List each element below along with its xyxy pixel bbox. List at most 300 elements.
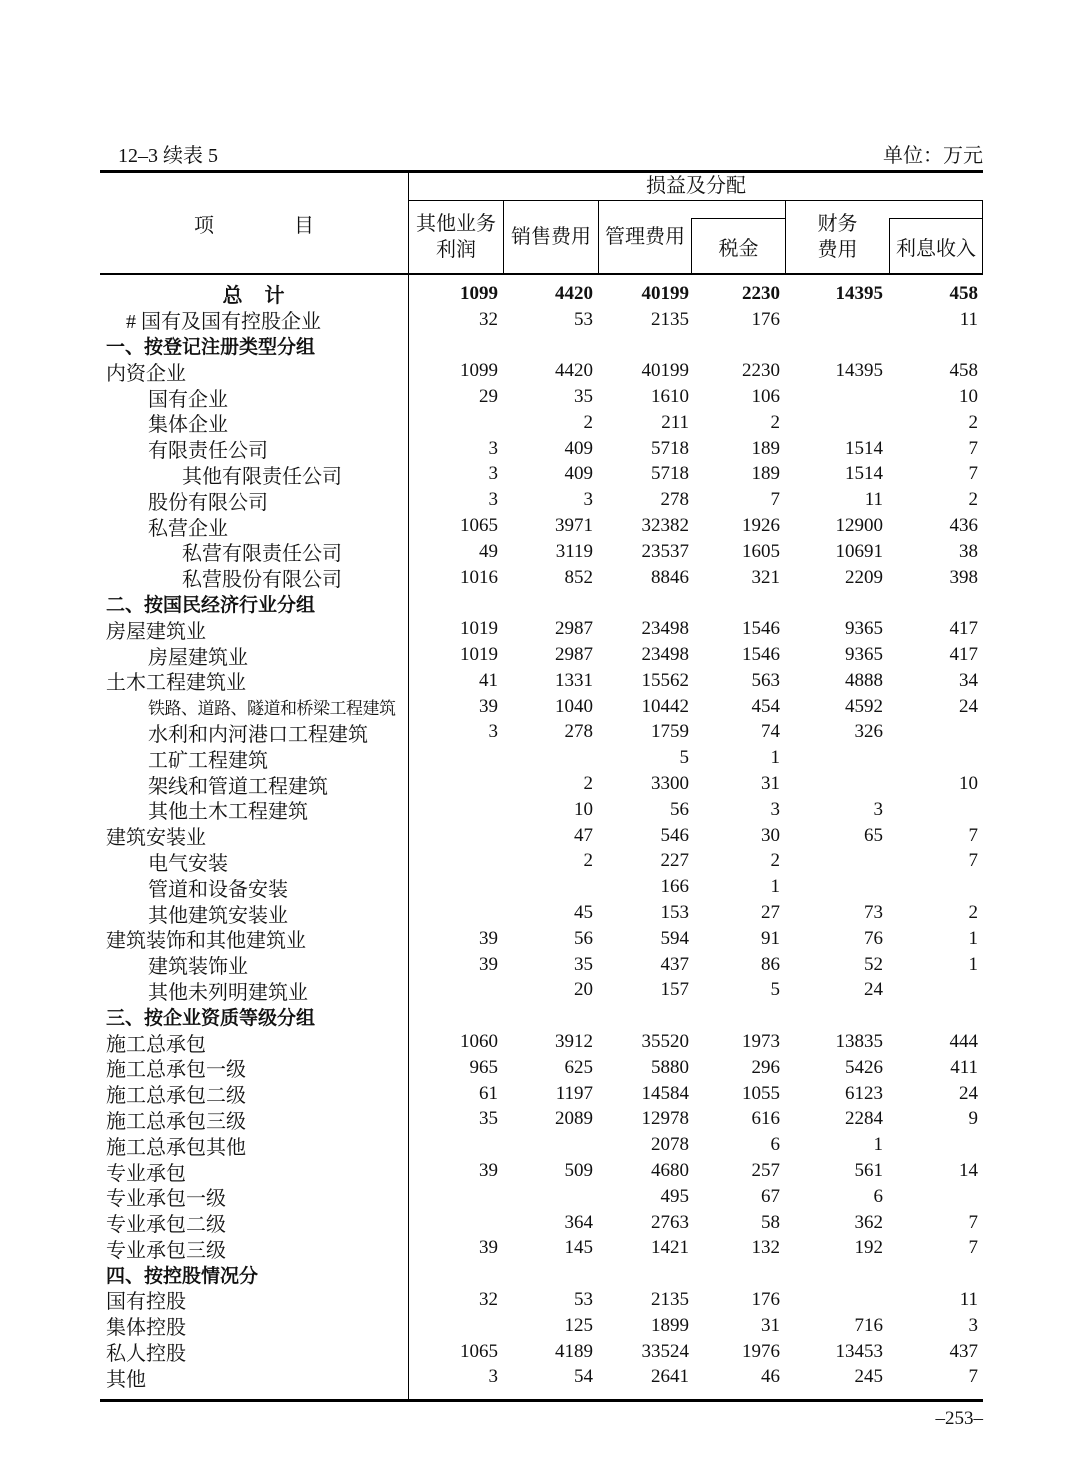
row-label: 私营有限责任公司 — [182, 543, 342, 566]
value-cell: 56 — [574, 927, 593, 949]
value-cell: 2 — [968, 489, 978, 511]
value-cell: 495 — [660, 1185, 689, 1207]
value-cell: 3971 — [555, 515, 593, 537]
table-row — [100, 1339, 983, 1365]
table-row — [100, 642, 983, 668]
row-label: 总 计 — [222, 285, 286, 308]
value-cell: 86 — [761, 953, 780, 975]
value-cell: 2987 — [555, 618, 593, 640]
value-cell: 2 — [583, 773, 593, 795]
group-header: 损益及分配 — [409, 173, 983, 201]
row-label: 专业承包三级 — [106, 1239, 226, 1262]
row-label: 房屋建筑业 — [106, 620, 206, 643]
value-cell: 145 — [564, 1237, 593, 1259]
table-row — [100, 539, 983, 565]
col-header-line: 利润 — [436, 239, 476, 261]
row-label: 工矿工程建筑 — [148, 749, 268, 772]
row-label: 建筑装饰和其他建筑业 — [106, 930, 306, 953]
value-cell: 7 — [968, 1366, 978, 1388]
value-cell: 458 — [949, 282, 978, 304]
value-cell: 594 — [660, 927, 689, 949]
value-cell: 153 — [660, 902, 689, 924]
value-cell: 73 — [864, 902, 883, 924]
value-cell: 3 — [488, 721, 498, 743]
value-cell: 2763 — [651, 1211, 689, 1233]
value-cell: 176 — [751, 308, 780, 330]
value-cell: 409 — [564, 463, 593, 485]
statistics-table — [100, 170, 983, 1402]
value-cell: 509 — [564, 1159, 593, 1181]
value-cell: 5426 — [845, 1056, 883, 1078]
table-body — [100, 275, 983, 1402]
table-number-label: 12–3 续表 5 — [118, 145, 218, 167]
table-row — [100, 694, 983, 720]
row-label: 私营企业 — [148, 517, 228, 540]
table-row — [100, 462, 983, 488]
row-label: 专业承包二级 — [106, 1214, 226, 1237]
value-cell: 437 — [660, 953, 689, 975]
row-label: 集体控股 — [106, 1317, 186, 1340]
table-row — [100, 926, 983, 952]
value-cell: 1060 — [460, 1031, 498, 1052]
value-cell: 1514 — [845, 463, 883, 485]
item-data-divider — [408, 275, 409, 1399]
value-cell: 31 — [761, 1314, 780, 1336]
table-row — [100, 668, 983, 694]
value-cell: 29 — [479, 386, 498, 408]
value-cell: 53 — [574, 1288, 593, 1310]
value-cell: 23537 — [641, 540, 689, 562]
table-row — [100, 436, 983, 462]
value-cell: 23498 — [641, 618, 689, 640]
value-cell: 1 — [968, 927, 978, 949]
value-cell: 67 — [761, 1185, 780, 1207]
value-cell: 2135 — [651, 308, 689, 330]
value-cell: 35520 — [641, 1031, 689, 1052]
table-row — [100, 384, 983, 410]
value-cell: 278 — [564, 721, 593, 743]
col-header-taxes-cell — [691, 201, 786, 273]
value-cell: 7 — [968, 824, 978, 846]
row-label: 土木工程建筑业 — [106, 672, 246, 695]
value-cell: 2 — [583, 411, 593, 433]
table-row — [100, 1055, 983, 1081]
value-cell: 74 — [761, 721, 780, 743]
value-cell: 1016 — [460, 566, 498, 588]
value-cell: 11 — [864, 489, 883, 511]
value-cell: 4189 — [555, 1340, 593, 1362]
value-cell: 189 — [751, 463, 780, 485]
row-label: 施工总承包三级 — [106, 1110, 246, 1133]
value-cell: 1065 — [460, 515, 498, 537]
value-cell: 32 — [479, 308, 498, 330]
value-cell: 5718 — [651, 437, 689, 459]
value-cell: 10691 — [835, 540, 883, 562]
row-label: 其他未列明建筑业 — [148, 981, 308, 1004]
table-row — [100, 745, 983, 771]
col-header-selling-expenses: 销售费用 — [504, 201, 599, 273]
value-cell: 326 — [854, 721, 883, 743]
value-cell: 47 — [574, 824, 593, 846]
table-row — [100, 1081, 983, 1107]
value-cell: 189 — [751, 437, 780, 459]
row-label: 电气安装 — [148, 852, 228, 875]
value-cell: 7 — [968, 463, 978, 485]
value-cell: 1899 — [651, 1314, 689, 1336]
row-label: 私营股份有限公司 — [182, 569, 342, 592]
value-cell: 1 — [968, 953, 978, 975]
value-cell: 227 — [660, 850, 689, 872]
col-header-other-business-profit — [409, 201, 504, 273]
value-cell: 14 — [959, 1159, 978, 1181]
row-label: 施工总承包 — [106, 1033, 206, 1056]
page-number: –253– — [935, 1408, 983, 1429]
value-cell: 39 — [479, 1237, 498, 1259]
value-cell: 398 — [949, 566, 978, 588]
value-cell: 2230 — [742, 360, 780, 382]
value-cell: 3 — [968, 1314, 978, 1336]
value-cell: 30 — [761, 824, 780, 846]
value-cell: 2089 — [555, 1108, 593, 1130]
value-cell: 33524 — [641, 1340, 689, 1362]
row-label: 建筑装饰业 — [148, 956, 248, 979]
value-cell: 40199 — [641, 282, 689, 304]
value-cell: 10 — [959, 773, 978, 795]
value-cell: 38 — [959, 540, 978, 562]
value-cell: 3 — [488, 1366, 498, 1388]
table-row — [100, 1235, 983, 1261]
value-cell: 9 — [968, 1108, 978, 1130]
value-cell: 1197 — [555, 1082, 593, 1104]
value-cell: 9365 — [845, 618, 883, 640]
value-cell: 24 — [959, 695, 978, 717]
value-cell: 1331 — [555, 669, 593, 691]
value-cell: 31 — [761, 773, 780, 795]
table-row — [100, 616, 983, 642]
row-label: 其他土木工程建筑 — [148, 801, 308, 824]
value-cell: 1099 — [460, 282, 498, 304]
value-cell: 15562 — [641, 669, 689, 691]
value-cell: 546 — [660, 824, 689, 846]
value-cell: 1926 — [742, 515, 780, 537]
row-label: 三、按企业资质等级分组 — [106, 1007, 316, 1029]
value-cell: 125 — [564, 1314, 593, 1336]
value-cell: 5 — [770, 979, 780, 1001]
value-cell: 32382 — [641, 515, 689, 537]
table-row — [100, 823, 983, 849]
value-cell: 409 — [564, 437, 593, 459]
row-label: 施工总承包一级 — [106, 1059, 246, 1082]
value-cell: 7 — [968, 1237, 978, 1259]
value-cell: 7 — [968, 850, 978, 872]
table-row — [100, 410, 983, 436]
value-cell: 132 — [751, 1237, 780, 1259]
value-cell: 1759 — [651, 721, 689, 743]
value-cell: 4592 — [845, 695, 883, 717]
value-cell: 106 — [751, 386, 780, 408]
col-header-interest-income-cell — [889, 201, 983, 273]
table-row — [100, 1313, 983, 1339]
value-cell: 3 — [488, 489, 498, 511]
value-cell: 852 — [564, 566, 593, 588]
table-row — [100, 849, 983, 875]
value-cell: 5880 — [651, 1056, 689, 1078]
table-row — [100, 771, 983, 797]
value-cell: 192 — [854, 1237, 883, 1259]
value-cell: 39 — [479, 695, 498, 717]
value-cell: 3 — [488, 463, 498, 485]
table-row — [100, 307, 983, 333]
value-cell: 35 — [479, 1108, 498, 1130]
table-row — [100, 1287, 983, 1313]
value-cell: 58 — [761, 1211, 780, 1233]
col-header-line: 费用 — [817, 239, 858, 261]
row-label: 私人控股 — [106, 1343, 186, 1366]
value-cell: 1099 — [460, 360, 498, 382]
table-row — [100, 281, 983, 307]
value-cell: 8846 — [651, 566, 689, 588]
value-cell: 45 — [574, 902, 593, 924]
value-cell: 7 — [770, 489, 780, 511]
value-cell: 3119 — [555, 540, 593, 562]
value-cell: 2 — [968, 411, 978, 433]
data-column-headers — [408, 173, 983, 273]
value-cell: 454 — [751, 695, 780, 717]
value-cell: 1 — [770, 876, 780, 898]
value-cell: 1610 — [651, 386, 689, 408]
table-row — [100, 333, 983, 359]
table-row — [100, 565, 983, 591]
value-cell: 39 — [479, 953, 498, 975]
table-row — [100, 1364, 983, 1390]
table-row — [100, 358, 983, 384]
value-cell: 3300 — [651, 773, 689, 795]
value-cell: 417 — [949, 644, 978, 666]
unit-label: 单位：万元 — [883, 145, 983, 167]
table-row — [100, 591, 983, 617]
value-cell: 91 — [761, 927, 780, 949]
value-cell: 2230 — [742, 282, 780, 304]
value-cell: 24 — [864, 979, 883, 1001]
value-cell: 965 — [469, 1056, 498, 1078]
value-cell: 458 — [949, 360, 978, 382]
value-cell: 2 — [583, 850, 593, 872]
value-cell: 13835 — [835, 1031, 883, 1052]
value-cell: 2209 — [845, 566, 883, 588]
value-cell: 166 — [660, 876, 689, 898]
row-label: 管道和设备安装 — [148, 878, 288, 901]
value-cell: 4420 — [555, 360, 593, 382]
value-cell: 32 — [479, 1288, 498, 1310]
value-cell: 616 — [751, 1108, 780, 1130]
value-cell: 1973 — [742, 1031, 780, 1052]
table-row — [100, 797, 983, 823]
value-cell: 437 — [949, 1340, 978, 1362]
value-cell: 2 — [770, 411, 780, 433]
value-cell: 41 — [479, 669, 498, 691]
value-cell: 4680 — [651, 1159, 689, 1181]
value-cell: 27 — [761, 902, 780, 924]
row-label: 铁路、道路、隧道和桥梁工程建筑 — [148, 699, 396, 719]
col-header-interest-income: 利息收入 — [889, 218, 982, 273]
table-row — [100, 513, 983, 539]
row-label: # 国有及国有控股企业 — [126, 311, 321, 334]
value-cell: 6 — [770, 1134, 780, 1156]
item-column-header: 项 目 — [194, 214, 314, 237]
table-row — [100, 900, 983, 926]
value-cell: 2284 — [845, 1108, 883, 1130]
table-row — [100, 1261, 983, 1287]
value-cell: 35 — [574, 386, 593, 408]
value-cell: 2135 — [651, 1288, 689, 1310]
value-cell: 625 — [564, 1056, 593, 1078]
value-cell: 35 — [574, 953, 593, 975]
value-cell: 1421 — [651, 1237, 689, 1259]
col-header-taxes: 税金 — [691, 218, 785, 273]
table-row — [100, 487, 983, 513]
value-cell: 46 — [761, 1366, 780, 1388]
table-row — [100, 952, 983, 978]
row-label: 其他 — [106, 1368, 146, 1391]
value-cell: 61 — [479, 1082, 498, 1104]
table-row — [100, 1210, 983, 1236]
table-row — [100, 874, 983, 900]
row-label: 专业承包 — [106, 1162, 186, 1185]
table-caption-bar — [100, 136, 983, 168]
value-cell: 40199 — [641, 360, 689, 382]
value-cell: 1040 — [555, 695, 593, 717]
row-label: 有限责任公司 — [148, 440, 268, 463]
row-label: 水利和内河港口工程建筑 — [148, 723, 368, 746]
value-cell: 257 — [751, 1159, 780, 1181]
value-cell: 2987 — [555, 644, 593, 666]
value-cell: 14584 — [641, 1082, 689, 1104]
value-cell: 1019 — [460, 618, 498, 640]
value-cell: 6 — [873, 1185, 883, 1207]
col-header-line: 其他业务 — [416, 213, 496, 235]
row-label: 一、按登记注册类型分组 — [106, 337, 316, 358]
value-cell: 10 — [574, 798, 593, 820]
value-cell: 1605 — [742, 540, 780, 562]
value-cell: 34 — [959, 669, 978, 691]
value-cell: 1 — [873, 1134, 883, 1156]
value-cell: 7 — [968, 1211, 978, 1233]
table-row — [100, 1107, 983, 1133]
value-cell: 14395 — [835, 360, 883, 382]
value-cell: 245 — [854, 1366, 883, 1388]
value-cell: 49 — [479, 540, 498, 562]
value-cell: 2641 — [651, 1366, 689, 1388]
value-cell: 4420 — [555, 282, 593, 304]
value-cell: 561 — [854, 1159, 883, 1181]
value-cell: 56 — [670, 798, 689, 820]
value-cell: 1 — [770, 747, 780, 769]
value-cell: 2 — [968, 902, 978, 924]
row-label: 国有企业 — [148, 388, 228, 411]
value-cell: 9365 — [845, 644, 883, 666]
value-cell: 4888 — [845, 669, 883, 691]
value-cell: 11 — [959, 308, 978, 330]
value-cell: 23498 — [641, 644, 689, 666]
col-header-line: 财务 — [817, 213, 858, 235]
value-cell: 3 — [873, 798, 883, 820]
value-cell: 1546 — [742, 644, 780, 666]
table-header — [100, 170, 983, 275]
value-cell: 3 — [488, 437, 498, 459]
value-cell: 3912 — [555, 1031, 593, 1052]
col-header-admin-expenses: 管理费用 — [605, 226, 685, 248]
value-cell: 10 — [959, 386, 978, 408]
value-cell: 417 — [949, 618, 978, 640]
value-cell: 296 — [751, 1056, 780, 1078]
value-cell: 2078 — [651, 1134, 689, 1156]
value-cell: 5718 — [651, 463, 689, 485]
row-label: 房屋建筑业 — [148, 646, 248, 669]
sub-header-row — [409, 201, 983, 273]
value-cell: 11 — [959, 1288, 978, 1310]
value-cell: 211 — [661, 411, 689, 433]
value-cell: 716 — [854, 1314, 883, 1336]
table-row — [100, 720, 983, 746]
row-label: 施工总承包其他 — [106, 1136, 246, 1159]
table-row — [100, 1003, 983, 1029]
value-cell: 321 — [751, 566, 780, 588]
table-row — [100, 1132, 983, 1158]
value-cell: 39 — [479, 927, 498, 949]
table-row — [100, 1158, 983, 1184]
value-cell: 6123 — [845, 1082, 883, 1104]
row-label: 其他建筑安装业 — [148, 904, 288, 927]
value-cell: 278 — [660, 489, 689, 511]
value-cell: 2 — [770, 850, 780, 872]
value-cell: 10442 — [641, 695, 689, 717]
value-cell: 53 — [574, 308, 593, 330]
value-cell: 411 — [950, 1056, 978, 1078]
value-cell: 12978 — [641, 1108, 689, 1130]
value-cell: 3 — [583, 489, 593, 511]
value-cell: 1065 — [460, 1340, 498, 1362]
value-cell: 7 — [968, 437, 978, 459]
row-label: 建筑安装业 — [106, 827, 206, 850]
value-cell: 13453 — [835, 1340, 883, 1362]
table-row — [100, 1184, 983, 1210]
value-cell: 1055 — [742, 1082, 780, 1104]
row-label: 二、按国民经济行业分组 — [106, 594, 316, 616]
value-cell: 1976 — [742, 1340, 780, 1362]
value-cell: 54 — [574, 1366, 593, 1388]
value-cell: 1546 — [742, 618, 780, 640]
row-label: 股份有限公司 — [148, 491, 268, 514]
value-cell: 444 — [949, 1031, 978, 1052]
row-label: 其他有限责任公司 — [182, 465, 342, 488]
value-cell: 157 — [660, 979, 689, 1001]
value-cell: 1019 — [460, 644, 498, 666]
row-label: 四、按控股情况分 — [106, 1265, 259, 1287]
row-label: 施工总承包二级 — [106, 1085, 246, 1108]
col-header-financial-expenses — [786, 201, 889, 273]
row-label: 内资企业 — [106, 362, 186, 385]
value-cell: 52 — [864, 953, 883, 975]
value-cell: 39 — [479, 1159, 498, 1181]
value-cell: 12900 — [835, 515, 883, 537]
value-cell: 1514 — [845, 437, 883, 459]
value-cell: 563 — [751, 669, 780, 691]
value-cell: 3 — [770, 798, 780, 820]
row-label: 架线和管道工程建筑 — [148, 775, 328, 798]
value-cell: 76 — [864, 927, 883, 949]
value-cell: 24 — [959, 1082, 978, 1104]
table-row — [100, 1029, 983, 1055]
